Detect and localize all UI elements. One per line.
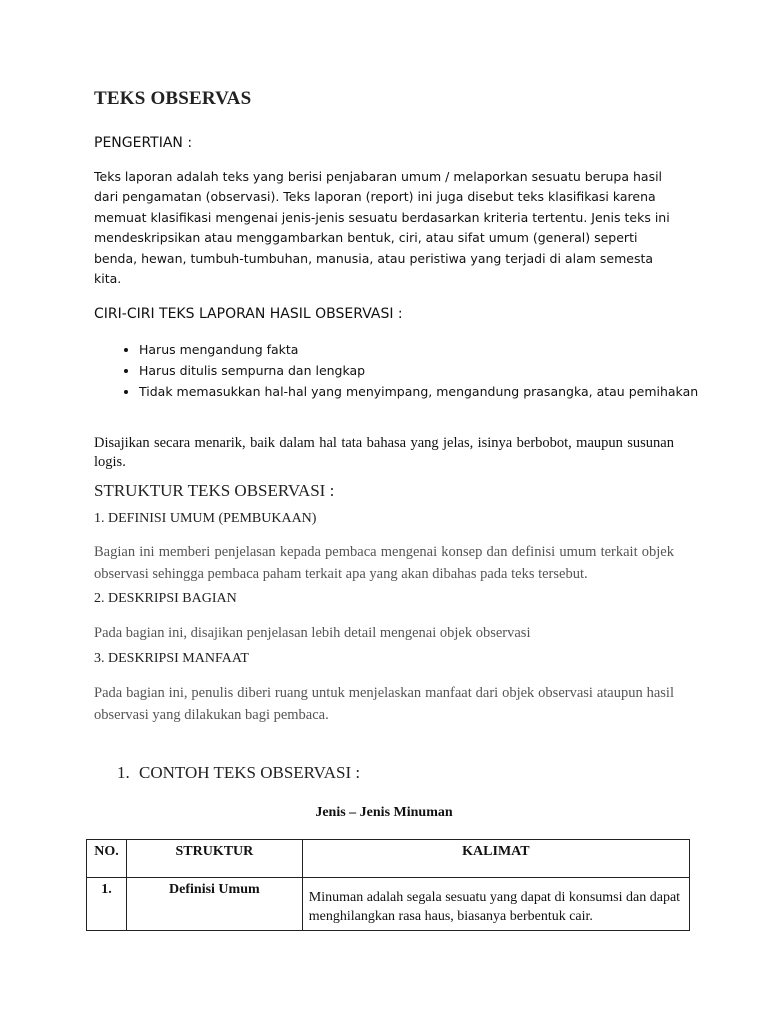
- struktur-section-1-text: Bagian ini memberi penjelasan kepada pembaca mengenai konsep dan definisi umum terkait objek observasi sehingga pembaca paham terkait apa yang akan dibahas pada teks tersebut.: [94, 544, 674, 582]
- cell-struktur: Definisi Umum: [126, 878, 302, 931]
- table-header-row: [87, 840, 690, 878]
- contoh-number: 1.: [117, 763, 130, 782]
- list-item: • Tidak memasukkan hal-hal yang menyimpang, mengandung prasangka, atau pemihakan: [139, 381, 699, 402]
- struktur-section-2-text: Pada bagian ini, disajikan penjelasan lebih detail mengenai objek observasi: [94, 625, 531, 641]
- ciri-list: [94, 339, 699, 402]
- struktur-heading: STRUKTUR TEKS OBSERVASI :: [94, 481, 335, 500]
- column-header-no: NO.: [87, 840, 127, 878]
- table-title: Jenis – Jenis Minuman: [315, 805, 453, 820]
- pengertian-heading: PENGERTIAN :: [94, 135, 193, 151]
- struktur-section-1-heading: 1. DEFINISI UMUM (PEMBUKAAN): [94, 511, 317, 526]
- list-item: • Harus mengandung fakta: [139, 339, 699, 360]
- cell-kalimat: Minuman adalah segala sesuatu yang dapat di konsumsi dan dapat menghilangkan rasa haus, biasanya berbentuk cair.: [302, 878, 689, 931]
- contoh-heading: CONTOH TEKS OBSERVASI :: [139, 763, 361, 782]
- column-header-kalimat: KALIMAT: [302, 840, 689, 878]
- struktur-section-2-heading: 2. DESKRIPSI BAGIAN: [94, 591, 237, 606]
- pengertian-paragraph: Teks laporan adalah teks yang berisi penjabaran umum / melaporkan sesuatu berupa hasil dari pengamatan (observasi). Teks laporan (report) ini juga disebut teks klasifikasi karena memuat klasifikasi mengenai jenis-jenis sesuatu berdasarkan kriteria tertentu. Jenis teks ini mendeskripsikan atau menggambarkan bentuk, ciri, atau sifat umum (general) seperti benda, hewan, tumbuh-tumbuhan, manusia, atau peristiwa yang terjadi di alam semesta kita.: [94, 169, 670, 287]
- contoh-table: [86, 839, 690, 931]
- ciri-heading: CIRI-CIRI TEKS LAPORAN HASIL OBSERVASI :: [94, 306, 403, 322]
- ciri-closing-paragraph: Disajikan secara menarik, baik dalam hal tata bahasa yang jelas, isinya berbobot, maupun susunan logis.: [94, 435, 674, 470]
- struktur-section-3-heading: 3. DESKRIPSI MANFAAT: [94, 651, 249, 666]
- table-row: [87, 878, 690, 931]
- cell-no: 1.: [87, 878, 127, 931]
- column-header-struktur: STRUKTUR: [126, 840, 302, 878]
- document-title: TEKS OBSERVAS: [94, 88, 252, 109]
- list-item: • Harus ditulis sempurna dan lengkap: [139, 360, 699, 381]
- struktur-section-3-text: Pada bagian ini, penulis diberi ruang untuk menjelaskan manfaat dari objek observasi ataupun hasil observasi yang dilakukan bagi pembaca.: [94, 685, 674, 723]
